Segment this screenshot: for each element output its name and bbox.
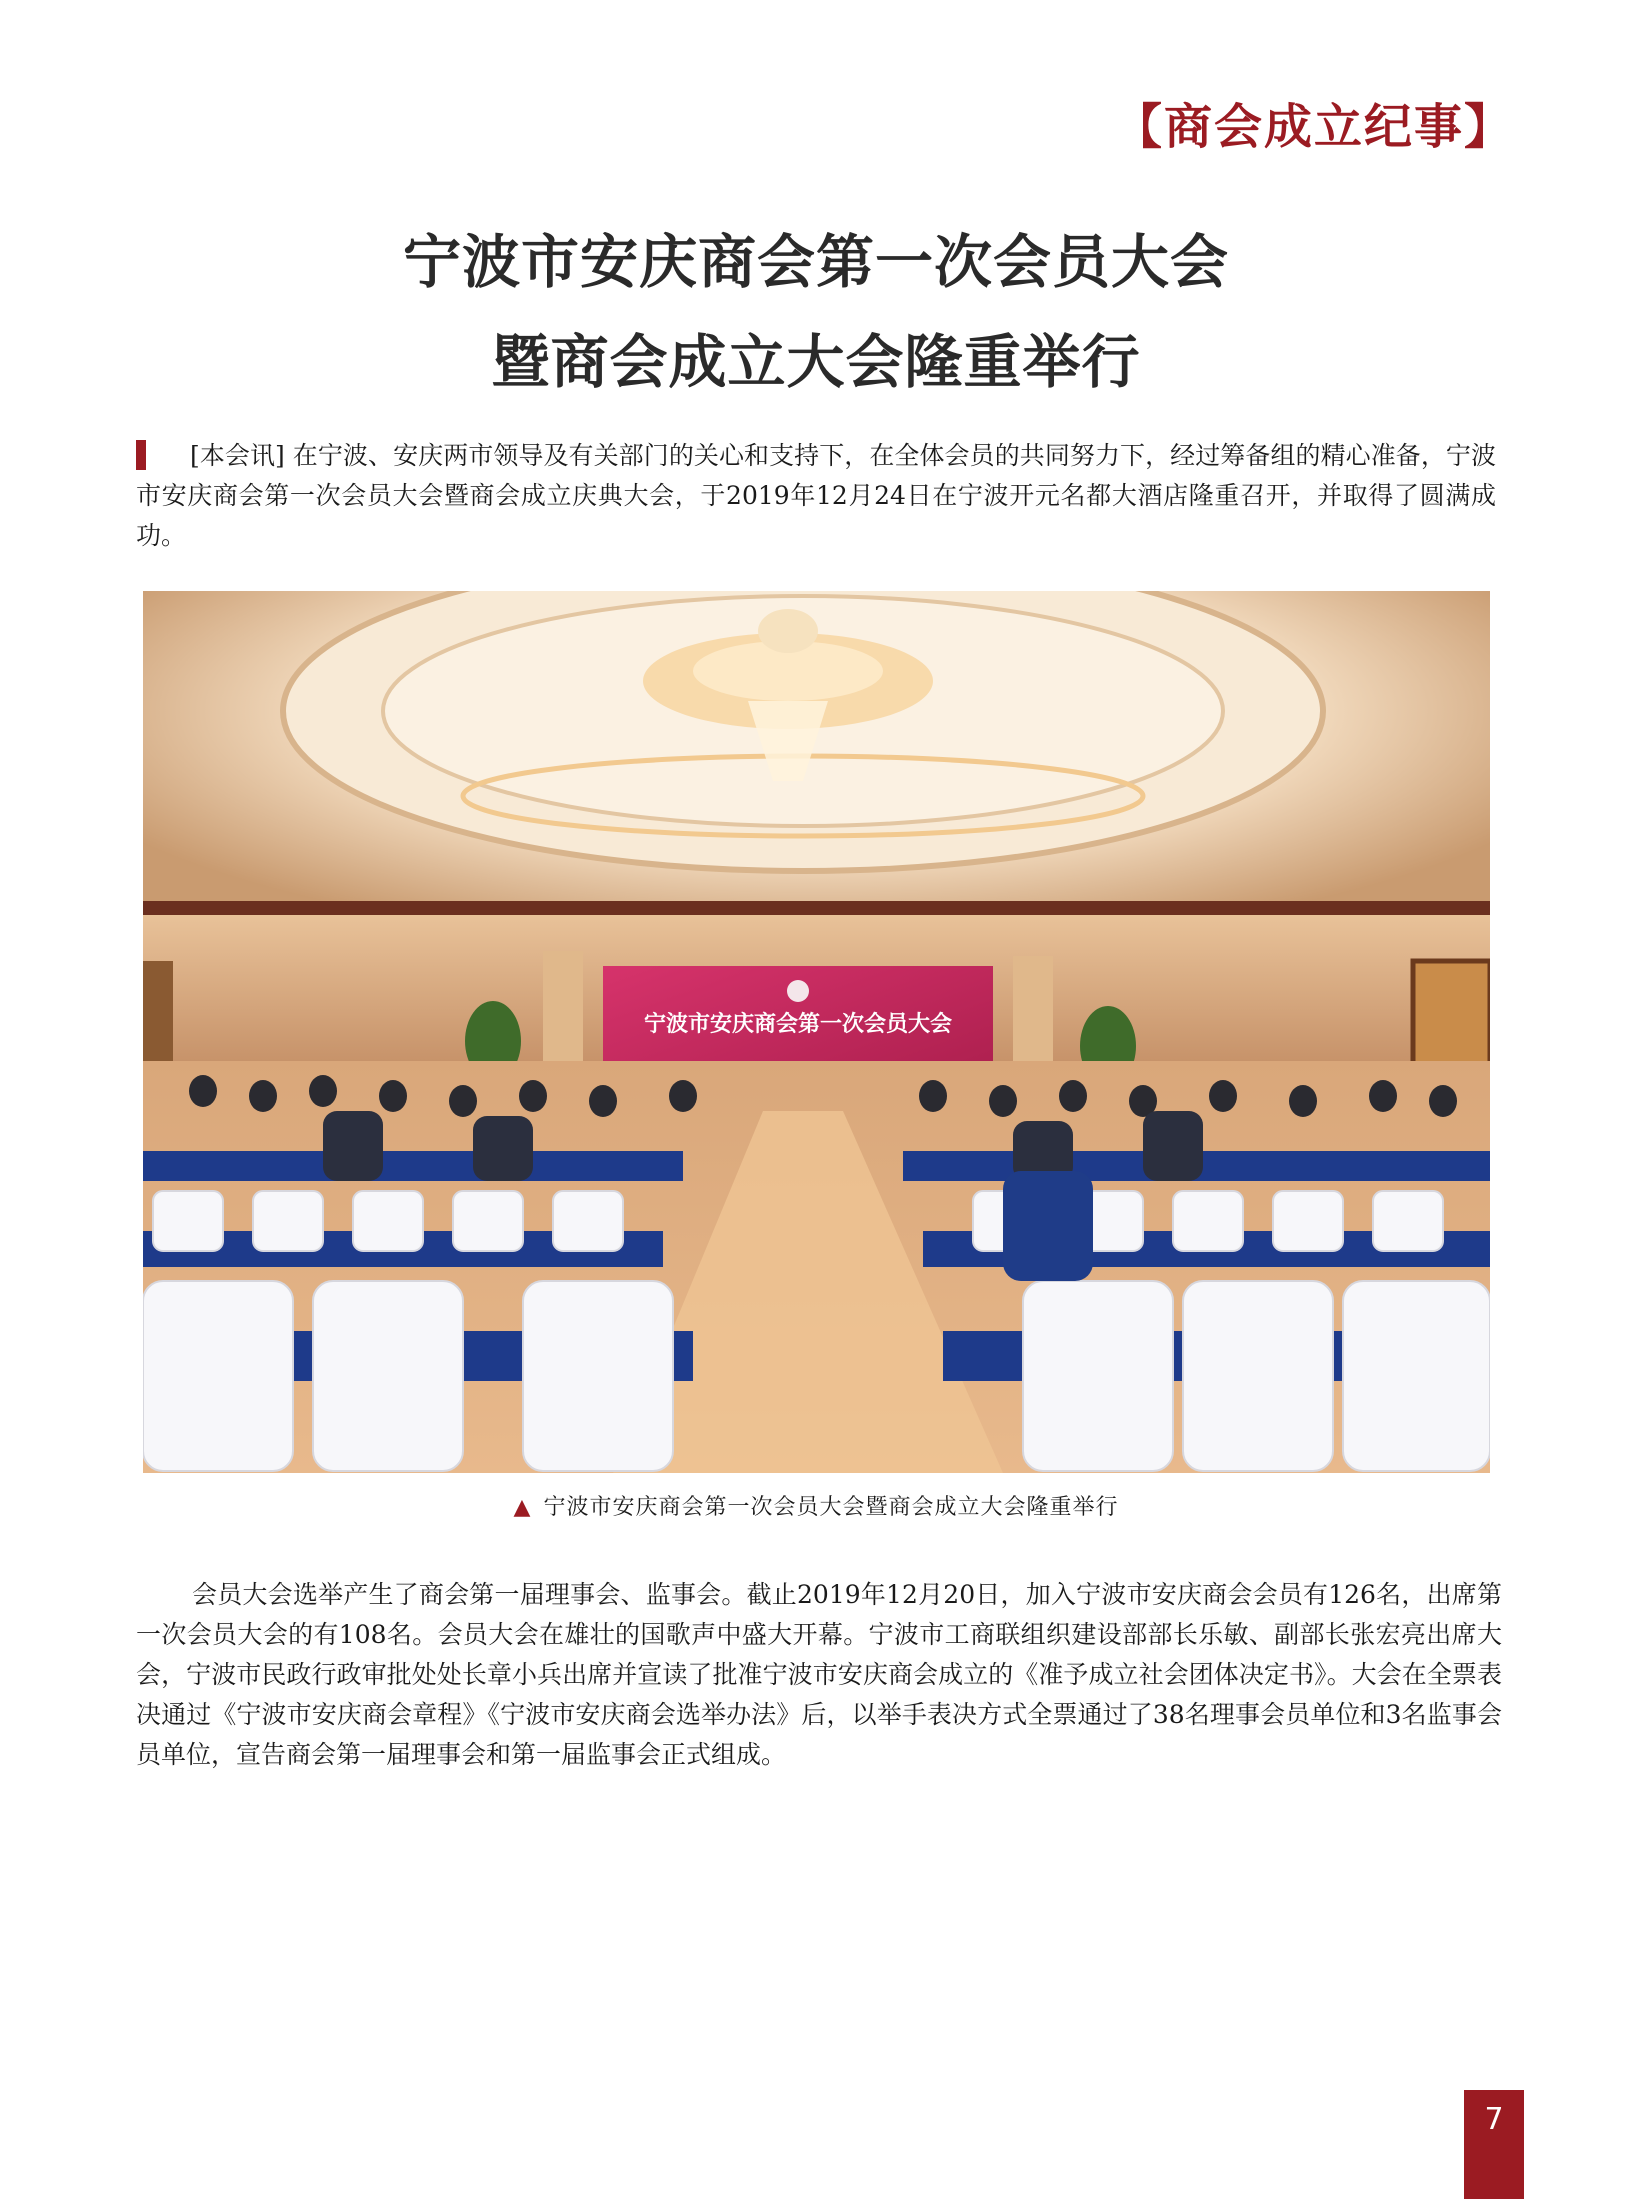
caption-triangle-icon: ▲ (513, 1495, 532, 1520)
caption-text: 宁波市安庆商会第一次会员大会暨商会成立大会隆重举行 (543, 1495, 1119, 1520)
title-line-1: 宁波市安庆商会第一次会员大会 (402, 228, 1229, 296)
article-title (0, 212, 1632, 412)
conference-photo (143, 591, 1490, 1473)
page-number: 7 (1464, 2090, 1524, 2199)
title-line-2: 暨商会成立大会隆重举行 (491, 328, 1141, 396)
body-paragraph: 会员大会选举产生了商会第一届理事会、监事会。截止2019年12月20日，加入宁波市安庆商会会员有126名，出席第一次会员大会的有108名。会员大会在雄壮的国歌声中盛大开幕。宁波市工商联组织建设部部长乐敏、副部长张宏亮出席大会，宁波市民政行政审批处处长章小兵出席并宣读了批准宁波市安庆商会成立的《准予成立社会团体决定书》。大会在全票表决通过《宁波市安庆商会章程》《宁波市安庆商会选举办法》后，以举手表决方式全票通过了38名理事会员单位和3名监事会员单位，宣告商会第一届理事会和第一届监事会正式组成。 (136, 1580, 1502, 1769)
section-tag: 【商会成立纪事】 (1113, 99, 1514, 155)
lead-paragraph: [本会讯] 在宁波、安庆两市领导及有关部门的关心和支持下，在全体会员的共同努力下，经过筹备组的精心准备，宁波市安庆商会第一次会员大会暨商会成立庆典大会，于2019年12月24日在宁波开元名都大酒店隆重召开，并取得了圆满成功。 (136, 441, 1496, 550)
photo-caption (0, 1490, 1632, 1521)
screen-title: 宁波市安庆商会第一次会员大会 (643, 1012, 953, 1037)
